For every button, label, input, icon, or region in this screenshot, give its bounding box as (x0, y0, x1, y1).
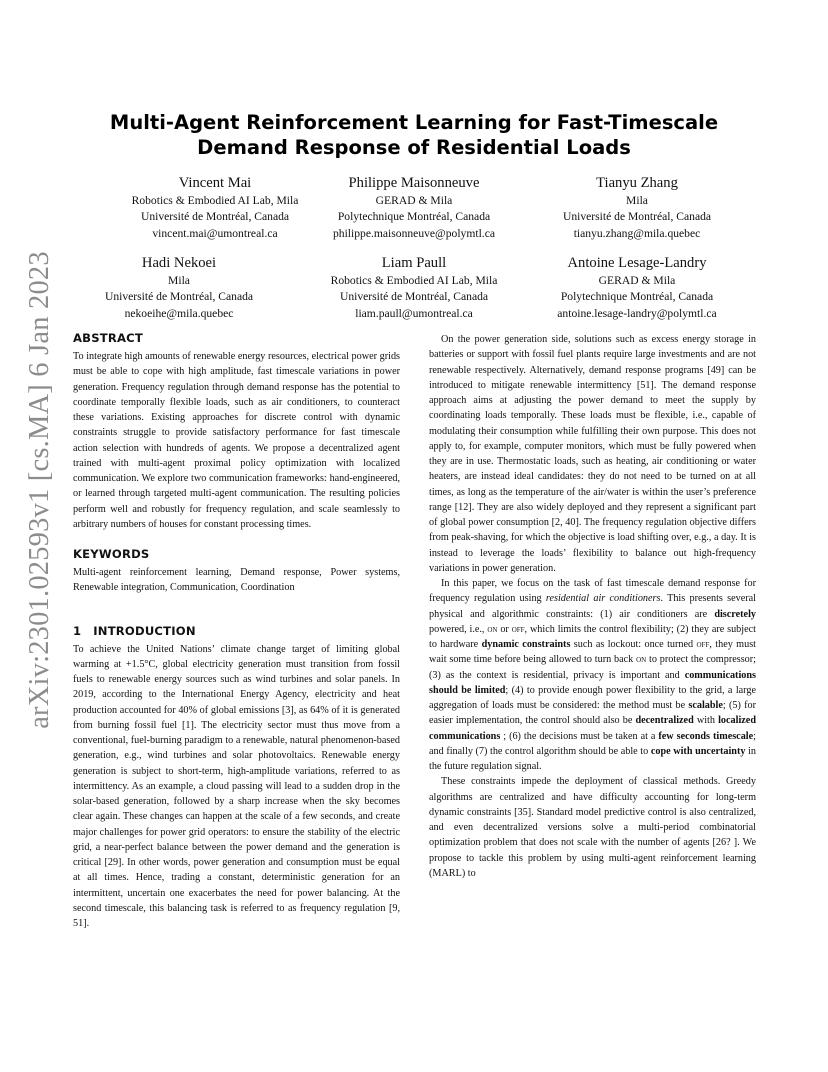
author-affiliation: Université de Montréal, Canada (104, 290, 254, 304)
author-email: philippe.maisonneuve@polymtl.ca (332, 226, 495, 240)
introduction-paragraph: On the power generation side, solutions such as excess energy storage in batteries or support with fossil fuel plants require large investments and are not renewable respectively. Alternatively, demand response programs [49] can be introduced to mitigate renewable intermittency [51]. The demand response approach aims at adjusting the power demand to meet the supply by coordinating loads temporally. These loads must be flexible, i.e., capable of modulating their consumption while fulfilling their own purpose. This does not apply to, for example, computer monitors, which must be fully powered when they are in use. Thermostatic loads, such as heating, air conditioning or water heaters, are instead ideal candidates: they do not need to be turned on at all times, as long as the temperature of the air/water is within the user’s preference range [12]. They are also widely deployed and they represent a significant part of global power consumption [2, 40]. The frequency regulation objective differs from peak-shaving, for which the objective is load shifting over, e.g., a day. It is instead to leverage the loads’ flexibility to balance out high-frequency variations in power generation. (429, 334, 756, 574)
author-affiliation: Robotics & Embodied AI Lab, Mila (131, 194, 299, 207)
author-block (512, 254, 762, 322)
author-affiliation: Université de Montréal, Canada (562, 210, 712, 224)
introduction-paragraph: These constraints impede the deployment of classical methods. Greedy algorithms are centralized and have difficulty accounting for long-term dynamic constraints [35]. Standard model predictive control is also centralized, and even decentralized versions solve a multi-period combinatorial optimization problem that does not scale with the number of agents [26? ]. We propose to tackle this problem by using multi-agent reinforcement learning (MARL) to (429, 776, 756, 879)
author-name: Antoine Lesage-Landry (567, 255, 707, 271)
author-name: Philippe Maisonneuve (348, 175, 480, 191)
abstract-text: To integrate high amounts of renewable energy resources, electrical power grids must be able to cope with high amplitude, fast timescale variations in power generation. Frequency regulation through demand response has the potential to coordinate temporally flexible loads, such as air conditioners, to counteract these variations. Existing approaches for discrete control with dynamic constraints struggle to provide satisfactory performance for fast timescale action selection with hundreds of agents. We propose a decentralized agent trained with multi-agent proximal policy optimization with localized communication. We explore two communication frameworks: hand-engineered, or learned through targeted multi-agent communication. The resulting policies perform well and robustly for frequency regulation, and scale seamlessly to arbitrary numbers of houses for constant processing times. (73, 351, 400, 530)
author-affiliation: Polytechnique Montréal, Canada (337, 210, 491, 224)
author-affiliation: GERAD & Mila (598, 274, 676, 287)
author-name: Hadi Nekoei (141, 255, 217, 271)
author-email: liam.paull@umontreal.ca (355, 306, 473, 320)
author-email: tianyu.zhang@mila.quebec (573, 226, 701, 240)
author-affiliation: Université de Montréal, Canada (140, 210, 290, 224)
left-column (73, 330, 400, 931)
author-block (512, 174, 762, 242)
right-column (429, 332, 756, 881)
author-email: antoine.lesage-landry@polymtl.ca (557, 306, 717, 320)
introduction-heading (73, 623, 400, 639)
introduction-paragraph: To achieve the United Nations’ climate change target of limiting global warming at +1.5°C, global electricity generation must transition from fossil fuels to renewable energy sources such as wind turbines and solar panels. In 2019, according to the International Energy Agency, electricity and heat production accounted for 40% of global emissions [3], as 64% of it is generated from burning fossil fuel [1]. The electricity sector must thus move from a conventional, fuel-burning paradigm to a renewable, natural phenomenon-based generation, e.g., wind turbines and solar photovoltaics. Renewable energy generation is subject to short-term, high-amplitude variations, referred to as intermittency. As an example, a cloud passing will lead to a sudden drop in the solar-based generation, followed by a sharp increase when the sky becomes clear again. These changes can happen at the scale of a few seconds, and create major challenges for power grid operators: to ensure the stability of the electric grid, a near-perfect balance between the power demand and the generation is critical [29]. In other words, power generation and consumption must be equal at all times. Hence, trading a constant, deterministic generation for an intermittent, uncertain one exacerbates the need for power balancing. At the second timescale, this balancing task is referred to as frequency regulation [9, 51]. (73, 643, 400, 929)
section-number: 1 (73, 623, 82, 638)
arxiv-stamp (18, 251, 62, 729)
author-block (289, 174, 539, 242)
author-affiliation: Robotics & Embodied AI Lab, Mila (330, 274, 498, 287)
arxiv-stamp-text: arXiv:2301.02593v1 [cs.MA] 6 Jan 2023 (24, 251, 56, 729)
keywords-heading: KEYWORDS (73, 547, 150, 561)
author-block (54, 254, 304, 322)
author-affiliation: Polytechnique Montréal, Canada (560, 290, 714, 304)
author-affiliation: Université de Montréal, Canada (339, 290, 489, 304)
paper-title: Multi-Agent Reinforcement Learning for Fast-Timescale Demand Response of Residential Loads (109, 111, 719, 159)
author-name: Tianyu Zhang (596, 175, 678, 191)
keywords-text: Multi-agent reinforcement learning, Demand response, Power systems, Renewable integration, Communication, Coordination (73, 567, 400, 594)
author-affiliation: GERAD & Mila (375, 194, 453, 207)
author-name: Vincent Mai (178, 175, 252, 191)
author-affiliation: Mila (168, 274, 190, 287)
author-block (289, 254, 539, 322)
section-title: INTRODUCTION (93, 623, 196, 638)
introduction-paragraph: In this paper, we focus on the task of fast timescale demand response for frequency regulation using residential air conditioners. This presents several physical and algorithmic constraints: (1) air conditioners are discretely powered, i.e., on or off, which limits the control flexibility; (2) they are subject to hardware dynamic constraints such as lockout: once turned off, they must wait some time before being allowed to turn back on to protect the compressor; (3) as the context is residential, privacy is important and communications should be limited; (4) to provide enough power flexibility to the grid, a large aggregation of loads must be considered: the method must be scalable; (5) for easier implementation, the control should also be decentralized with localized communications ; (6) the decisions must be taken at a few seconds timescale; and finally (7) the control algorithm should be able to cope with uncertainty in the future regulation signal. (429, 578, 757, 772)
author-affiliation: Mila (626, 194, 648, 207)
abstract-heading: ABSTRACT (73, 331, 143, 345)
author-email: nekoeihe@mila.quebec (124, 306, 234, 320)
author-email: vincent.mai@umontreal.ca (152, 226, 278, 240)
author-name: Liam Paull (381, 255, 447, 271)
